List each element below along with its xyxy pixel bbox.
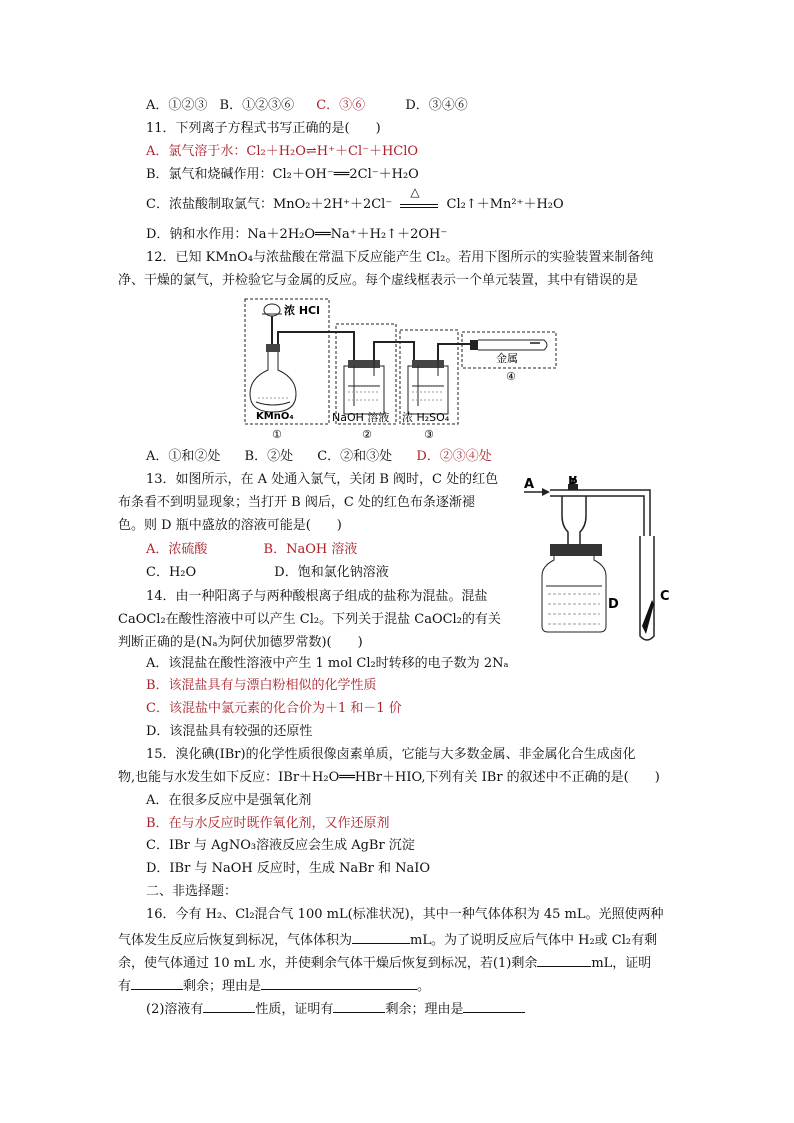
q15-option-c: C．IBr 与 AgNO₃溶液反应会生成 AgBr 沉淀 [146, 838, 415, 853]
q16-line-1: 16．今有 H₂、Cl₂混合气 100 mL(标准状况)，其中一种气体体积为 45 mL。光照使两种 [146, 907, 664, 922]
q11-stem: 11．下列离子方程式书写正确的是( ) [146, 121, 381, 136]
q13-option-a: A．浓硫酸 [146, 542, 208, 557]
answer-blank-reason-1[interactable] [261, 975, 417, 990]
q11-c-right: Cl₂↑＋Mn²⁺＋H₂O [446, 197, 564, 212]
q11-c-left: C．浓盐酸制取氯气：MnO₂＋2H⁺＋2Cl⁻ [146, 197, 393, 212]
q16-line-5a: (2)溶液有 [146, 1002, 204, 1017]
bottle-3 [408, 366, 448, 414]
q10-options [146, 97, 468, 115]
label-C: C [660, 589, 670, 604]
q16-line-3a: 余，使气体通过 10 mL 水，并使剩余气体干燥后恢复到标况，若(1)剩余 [118, 956, 538, 971]
label-A: A [524, 477, 535, 492]
q12-option-d: D．②③④处 [416, 449, 492, 464]
label-metal: 金属 [496, 352, 518, 365]
answer-blank-reason-2[interactable] [463, 998, 525, 1013]
q12-option-c: C．②和③处 [317, 449, 393, 464]
q14-option-b: B．该混盐具有与漂白粉相似的化学性质 [146, 678, 377, 693]
q13-apparatus-figure [520, 476, 680, 648]
q16-line-5c: 剩余；理由是 [385, 1002, 464, 1017]
label-naoh: NaOH 溶液 [332, 411, 390, 424]
q12-line-1: 12．已知 KMnO₄与浓盐酸在常温下反应能产生 Cl₂。若用下图所示的实验装置来制备纯 [146, 250, 654, 265]
q13-option-c: C．H₂O [146, 565, 197, 580]
q14-line-1: 14．由一种阳离子与两种酸根离子组成的盐称为混盐。混盐 [146, 589, 488, 604]
q12-option-a: A．①和②处 [146, 449, 221, 464]
q15-line-1: 15．溴化碘(IBr)的化学性质很像卤素单质，它能与大多数金属、非金属化合生成卤化 [146, 747, 636, 762]
q16-line-3 [118, 952, 651, 973]
label-kmno4: KMnO₄ [256, 411, 294, 422]
heat-symbol: △ [410, 185, 420, 199]
q13-line-1: 13．如图所示，在 A 处通入氯气，关闭 B 阀时，C 处的红色 [146, 472, 499, 487]
bottle-d-stopper [550, 544, 602, 556]
section-heading: 二、非选择题： [146, 884, 238, 899]
q16-line-2b: mL。为了说明反应后气体中 H₂或 Cl₂有剩 [410, 933, 658, 948]
q13-option-b: B．NaOH 溶液 [263, 542, 358, 557]
q11-option-b: B．氯气和烧碱作用：Cl₂＋OH⁻══2Cl⁻＋H₂O [146, 167, 419, 182]
bottle-2 [344, 366, 384, 414]
q16-line-5 [146, 998, 525, 1019]
q12-line-2: 净、干燥的氯气，并检验它与金属的反应。每个虚线框表示一个单元装置，其中有错误的是 [118, 273, 639, 288]
q15-option-a: A．在很多反应中是强氧化剂 [146, 793, 312, 808]
q15-option-d: D．IBr 与 NaOH 反应时，生成 NaBr 和 NaIO [146, 861, 431, 876]
answer-blank-volume[interactable] [352, 929, 410, 944]
label-n3: ③ [424, 428, 434, 441]
q14-option-d: D．该混盐具有较强的还原性 [146, 724, 313, 739]
q11-c-arrow [396, 185, 442, 214]
q14-line-2: CaOCl₂在酸性溶液中可以产生 Cl₂。下列关于混盐 CaOCl₂的有关 [118, 612, 501, 627]
q12-apparatus-figure [244, 294, 560, 442]
q11-option-a: A．氯气溶于水：Cl₂＋H₂O⇌H⁺＋Cl⁻＋HClO [146, 144, 419, 159]
q15-option-b: B．在与水反应时既作氧化剂，又作还原剂 [146, 816, 390, 831]
q16-line-4a: 有 [118, 979, 132, 994]
q11-option-d: D．钠和水作用：Na＋2H₂O══Na⁺＋H₂↑＋2OH⁻ [146, 227, 448, 242]
q13-option-d: D．饱和氯化钠溶液 [274, 565, 389, 580]
answer-blank-gas-1[interactable] [131, 975, 183, 990]
q13-options-row2 [146, 564, 389, 582]
answer-blank-property[interactable] [203, 998, 255, 1013]
q13-options-row1 [146, 541, 357, 559]
q12-options [146, 448, 492, 466]
q12-option-b: B．②处 [244, 449, 294, 464]
q13-line-3: 色。则 D 瓶中盛放的溶液可能是( ) [118, 518, 342, 533]
label-n4: ④ [506, 370, 516, 383]
q16-line-2 [118, 929, 657, 950]
q13-line-2: 布条看不到明显现象；当打开 B 阀后，C 处的红色布条逐渐褪 [118, 495, 475, 510]
q14-option-a: A．该混盐在酸性溶液中产生 1 mol Cl₂时转移的电子数为 2Nₐ [146, 656, 509, 671]
q15-line-2: 物,也能与水发生如下反应：IBr＋H₂O══HBr＋HIO,下列有关 IBr 的叙述中不正确的是( ) [118, 770, 660, 785]
label-hcl: 浓 HCl [284, 304, 320, 317]
label-n2: ② [362, 428, 372, 441]
q16-line-4b: 剩余；理由是 [183, 979, 262, 994]
label-D: D [608, 597, 619, 612]
q14-line-3: 判断正确的是(Nₐ为阿伏加德罗常数)( ) [118, 635, 363, 650]
q10-option-a: A．①②③ [146, 98, 208, 113]
label-h2so4: 浓 H₂SO₄ [402, 411, 450, 424]
q10-option-d: D．③④⑥ [405, 98, 468, 113]
q16-line-4c: 。 [417, 979, 431, 994]
answer-blank-remaining[interactable] [537, 952, 591, 967]
answer-blank-gas-2[interactable] [333, 998, 385, 1013]
q16-line-3b: mL，证明 [591, 956, 652, 971]
q11-option-c [146, 185, 564, 214]
label-B: B [568, 476, 578, 488]
label-n1: ① [272, 428, 282, 441]
flask-stopper [266, 344, 280, 352]
q16-line-2a: 气体发生反应后恢复到标况，气体体积为 [118, 933, 353, 948]
q10-option-c: C．③⑥ [316, 98, 366, 113]
flask-body [250, 352, 296, 412]
q10-option-b: B．①②③⑥ [219, 98, 295, 113]
q16-line-5b: 性质，证明有 [255, 1002, 334, 1017]
test-tube [478, 340, 547, 350]
q16-line-4 [118, 975, 430, 996]
q14-option-c: C．该混盐中氯元素的化合价为＋1 和－1 价 [146, 701, 402, 716]
